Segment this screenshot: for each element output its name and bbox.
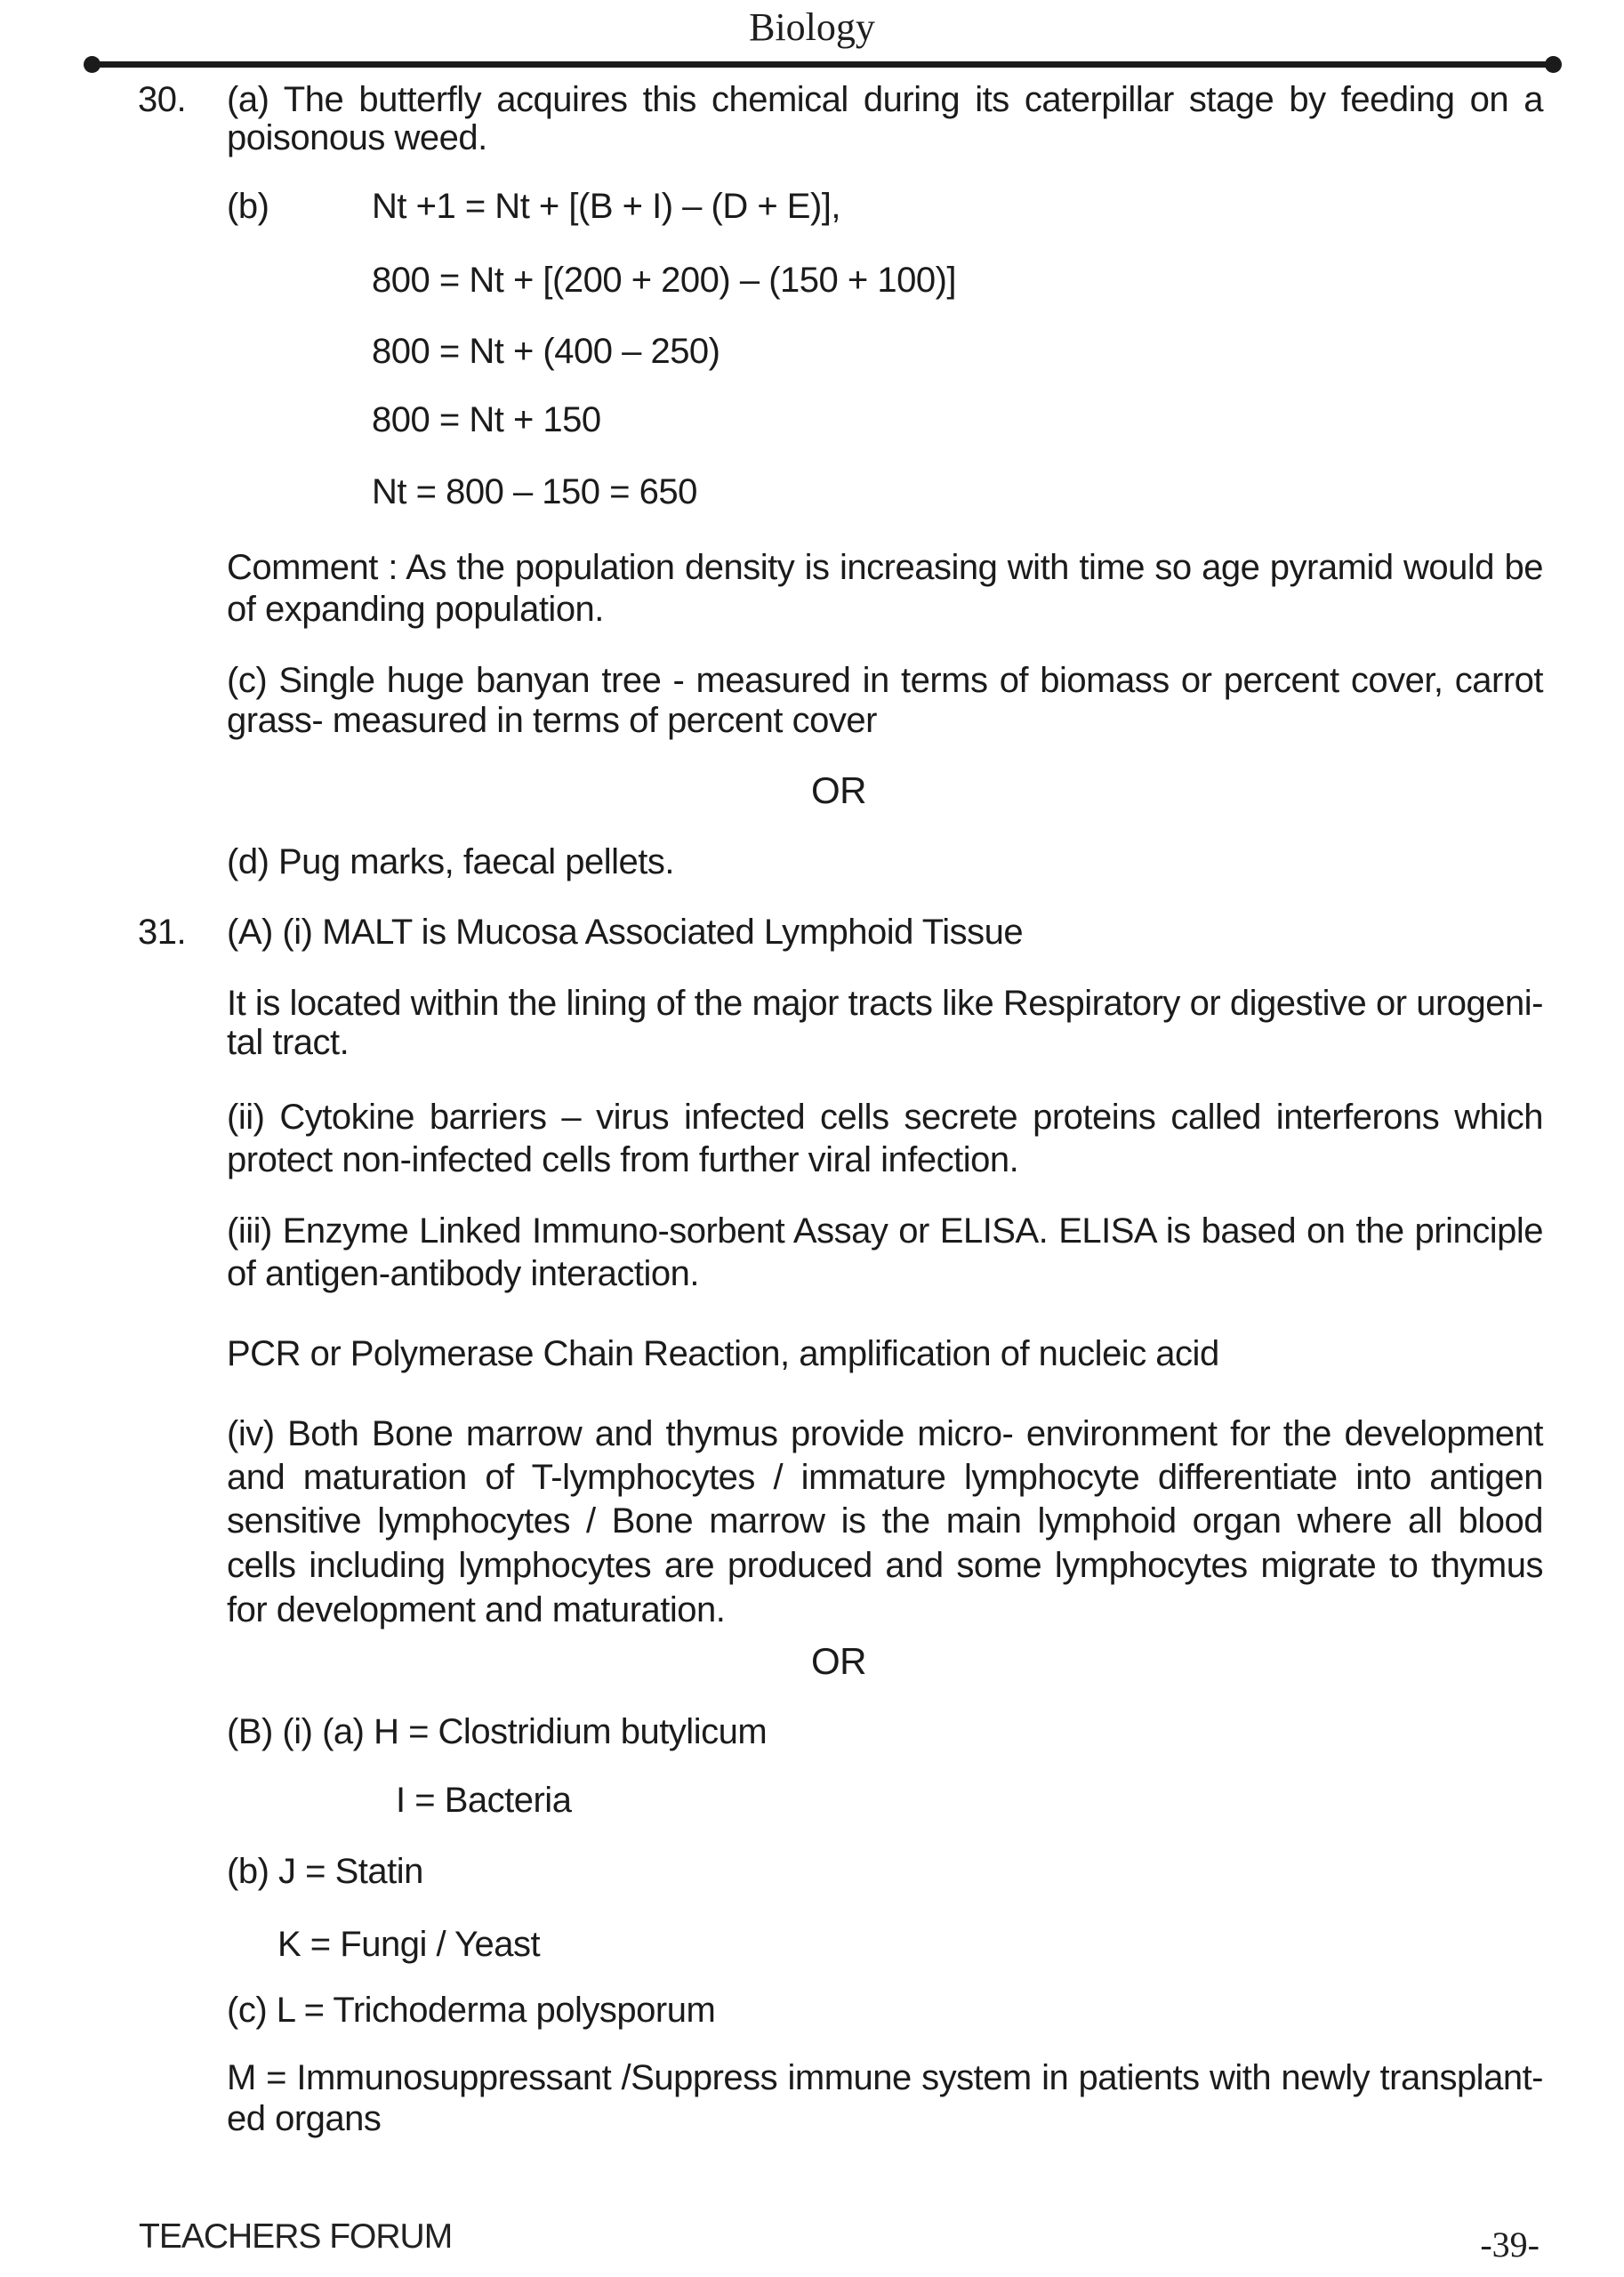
q30-equation-5: Nt = 800 – 150 = 650 bbox=[372, 472, 697, 511]
q30-equation-4: 800 = Nt + 150 bbox=[372, 400, 601, 439]
page-number: -39- bbox=[1480, 2225, 1540, 2265]
q31-iii-line-2: of antigen-antibody interaction. bbox=[227, 1254, 700, 1293]
q30-answer-c-line-1: (c) Single huge banyan tree - measured in terms of biomass or percent cover, carrot bbox=[227, 661, 1543, 700]
q30-equation-2: 800 = Nt + [(200 + 200) – (150 + 100)] bbox=[372, 261, 957, 300]
q31-ii-line-1: (ii) Cytokine barriers – virus infected cells secrete proteins called interferons which bbox=[227, 1098, 1543, 1137]
q31-iv-line-1: (iv) Both Bone marrow and thymus provide micro- environment for the development bbox=[227, 1414, 1543, 1453]
q31-iv-line-4: cells including lymphocytes are produced and some lymphocytes migrate to thymus bbox=[227, 1546, 1543, 1585]
q31-b-m-line-2: ed organs bbox=[227, 2099, 382, 2138]
q31-iv-line-3: sensitive lymphocytes / Bone marrow is the main lymphoid organ where all blood bbox=[227, 1501, 1543, 1541]
q30-answer-d-line: (d) Pug marks, faecal pellets. bbox=[227, 842, 674, 881]
q31-ii-line-2: protect non-infected cells from further viral infection. bbox=[227, 1140, 1019, 1179]
rule-endpoint-right-icon bbox=[1545, 56, 1562, 73]
q31-b-h-line: (B) (i) (a) H = Clostridium butylicum bbox=[227, 1712, 768, 1751]
q31-a-heading: (A) (i) MALT is Mucosa Associated Lymphoid Tissue bbox=[227, 913, 1024, 952]
q31-b-l-line: (c) L = Trichoderma polysporum bbox=[227, 1991, 716, 2030]
q31-iv-line-2: and maturation of T-lymphocytes / immature lymphocyte differentiate into antigen bbox=[227, 1458, 1543, 1497]
q31-iii-line-1: (iii) Enzyme Linked Immuno-sorbent Assay or ELISA. ELISA is based on the principle bbox=[227, 1211, 1543, 1251]
q30-equation-1: Nt +1 = Nt + [(B + I) – (D + E)], bbox=[372, 187, 841, 226]
q31-iv-line-5: for development and maturation. bbox=[227, 1590, 726, 1629]
rule-endpoint-left-icon bbox=[84, 56, 100, 73]
q30-number: 30. bbox=[138, 80, 187, 119]
or-separator-2: OR bbox=[811, 1640, 866, 1682]
q30-answer-c-line-2: grass- measured in terms of percent cover bbox=[227, 701, 877, 740]
q30-b-label: (b) bbox=[227, 187, 269, 226]
q31-b-i-line: I = Bacteria bbox=[396, 1781, 572, 1820]
q30-equation-3: 800 = Nt + (400 – 250) bbox=[372, 332, 720, 371]
q31-location-line-1: It is located within the lining of the major tracts like Respiratory or digestive or urogeni- bbox=[227, 984, 1543, 1023]
q30-answer-a-line-1: (a) The butterfly acquires this chemical during its caterpillar stage by feeding on a bbox=[227, 80, 1543, 119]
header-rule bbox=[92, 61, 1554, 68]
page-title: Biology bbox=[749, 5, 875, 49]
q30-answer-a-line-2: poisonous weed. bbox=[227, 118, 487, 157]
or-separator-1: OR bbox=[811, 769, 866, 811]
q31-location-line-2: tal tract. bbox=[227, 1023, 350, 1062]
q31-number: 31. bbox=[138, 913, 187, 952]
q30-comment-line-1: Comment : As the population density is increasing with time so age pyramid would be bbox=[227, 548, 1543, 587]
q31-b-j-line: (b) J = Statin bbox=[227, 1852, 423, 1891]
q30-comment-line-2: of expanding population. bbox=[227, 590, 604, 629]
q31-b-k-line: K = Fungi / Yeast bbox=[277, 1925, 541, 1964]
q31-pcr-line: PCR or Polymerase Chain Reaction, amplification of nucleic acid bbox=[227, 1334, 1219, 1373]
q31-b-m-line-1: M = Immunosuppressant /Suppress immune system in patients with newly transplant- bbox=[227, 2058, 1543, 2097]
footer-brand: TEACHERS FORUM bbox=[139, 2217, 453, 2256]
